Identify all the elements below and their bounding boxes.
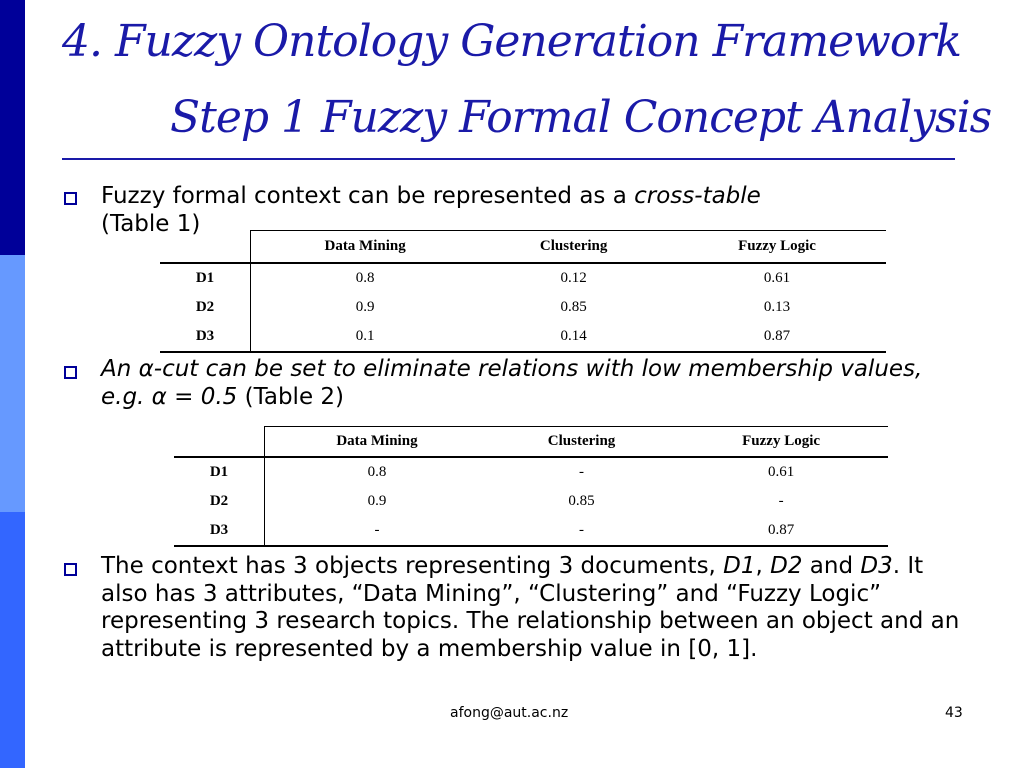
table-row <box>160 293 886 322</box>
table-cell: 0.8 <box>355 270 375 286</box>
slide-title-line-2: Step 1 Fuzzy Formal Concept Analysis <box>170 92 992 143</box>
bullet-text-3 <box>101 553 961 663</box>
bullet-text-2 <box>101 356 961 411</box>
bullet-2-text-b: (Table 2) <box>237 383 345 410</box>
table-cell: 0.87 <box>668 322 886 352</box>
table-cell: - <box>265 516 489 546</box>
square-bullet-icon <box>64 563 77 576</box>
table-row <box>160 263 886 293</box>
bullet-1-text-a: Fuzzy formal context can be represented as a <box>101 183 635 209</box>
doc-d1-label: D1 <box>723 553 756 579</box>
doc-d3-label: D3 <box>860 553 893 579</box>
sidebar-band-light <box>0 255 25 512</box>
table-1-header-row <box>160 231 886 264</box>
table-cell: 0.61 <box>767 464 795 480</box>
page-number: 43 <box>945 705 963 721</box>
table-cell: 0.87 <box>674 516 888 546</box>
table-row <box>160 322 886 352</box>
row-label: D2 <box>174 487 265 516</box>
table-1 <box>160 230 886 353</box>
table-cell: - <box>489 516 674 546</box>
row-label: D3 <box>174 516 265 546</box>
table-cell: 0.85 <box>560 299 587 315</box>
slide-title-line-1: 4. Fuzzy Ontology Generation Framework <box>62 16 961 67</box>
table-2-col-header: Clustering <box>489 427 674 458</box>
table-1-col-header: Clustering <box>479 231 668 264</box>
table-cell: 0.13 <box>763 299 791 315</box>
table-cell: 0.12 <box>560 270 587 286</box>
bullet-1-text-b: (Table 1) <box>101 210 201 237</box>
table-cell: 0.8 <box>367 464 387 480</box>
row-label: D1 <box>160 263 251 293</box>
bullet-2-italic: An α-cut can be set to eliminate relations with low membership values, e.g. α = 0.5 <box>101 356 923 410</box>
row-label: D1 <box>174 457 265 487</box>
table-1-col-header: Data Mining <box>251 231 480 264</box>
table-2-header-row <box>174 427 888 458</box>
table-cell: 0.14 <box>479 322 668 352</box>
table-cell: 0.9 <box>355 299 375 315</box>
square-bullet-icon <box>64 192 77 205</box>
row-label: D3 <box>160 322 251 352</box>
bullet-3-text-a: The context has 3 objects representing 3 documents, <box>101 553 724 579</box>
table-cell: - <box>778 493 784 509</box>
sidebar-band-mid <box>0 512 25 768</box>
table-cell: 0.1 <box>251 322 480 352</box>
bullet-3-text-d: . It also has 3 attributes, “Data Mining”, “Clustering” and “Fuzzy Logic” representing 3 research topics. The relationship between an object and an attribute is represented by a membership value in [0, 1]. <box>101 553 960 662</box>
table-row <box>174 457 888 487</box>
table-1-corner-cell <box>160 231 251 264</box>
footer-email: afong@aut.ac.nz <box>450 705 569 721</box>
bullet-3-text-b: , <box>755 553 771 579</box>
table-cell: 0.9 <box>367 493 387 509</box>
table-2-corner-cell <box>174 427 265 458</box>
bullet-1-italic: cross-table <box>634 183 761 209</box>
doc-d2-label: D2 <box>770 553 803 579</box>
row-label: D2 <box>160 293 251 322</box>
sidebar-band-dark <box>0 0 25 255</box>
title-divider <box>62 158 955 160</box>
square-bullet-icon <box>64 366 77 379</box>
table-row <box>174 487 888 516</box>
table-cell: 0.61 <box>763 270 791 286</box>
table-1-col-header: Fuzzy Logic <box>668 231 886 264</box>
table-2-col-header: Fuzzy Logic <box>674 427 888 458</box>
table-2 <box>174 426 888 547</box>
bullet-3-text-c: and <box>802 553 861 579</box>
table-cell: 0.85 <box>568 493 595 509</box>
table-cell: - <box>579 464 585 480</box>
table-2-col-header: Data Mining <box>265 427 489 458</box>
table-row <box>174 516 888 546</box>
